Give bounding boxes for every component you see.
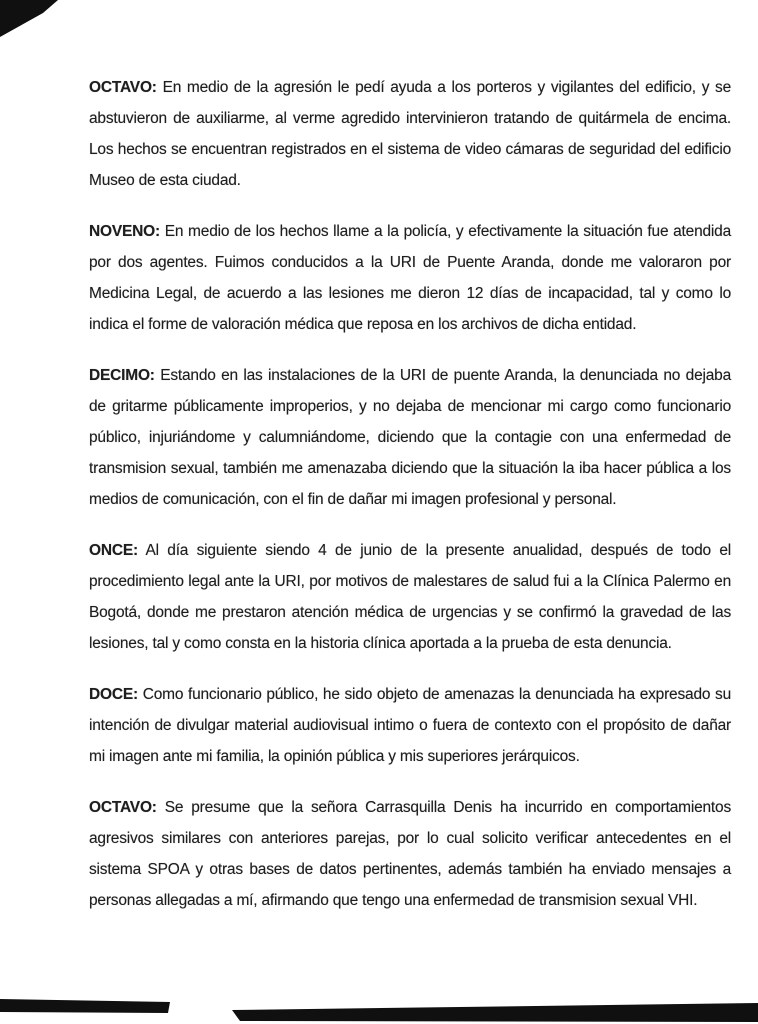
paragraph-text: Como funcionario público, he sido objeto de amenazas la denunciada ha expresado su intención de divulgar material audiovisual intimo o fuera de contexto con el propósito de dañar mi imagen ante mi familia, la opinión pública y mis superiores jerárquicos. <box>89 686 731 765</box>
paragraph-text: En medio de la agresión le pedí ayuda a los porteros y vigilantes del edificio, y se abstuvieron de auxiliarme, al verme agredido intervinieron tratando de quitármela de encima. Los hechos se encuentran registrados en el sistema de video cámaras de seguridad del edificio Museo de esta ciudad. <box>89 79 732 189</box>
paragraph-label: ONCE: <box>89 542 138 559</box>
scan-artifact-bottom-left <box>0 999 170 1013</box>
scan-artifact-bottom-right <box>232 1003 758 1022</box>
paragraph-text: Al día siguiente siendo 4 de junio de la presente anualidad, después de todo el procedimiento legal ante la URI, por motivos de malestares de salud fui a la Clínica Palermo en Bogotá, donde me prestaron atención médica de urgencias y se confirmó la gravedad de las lesiones, tal y como consta en la historia clínica aportada a la prueba de esta denuncia. <box>89 542 731 652</box>
paragraph-label: NOVENO: <box>89 223 160 240</box>
paragraph-doce <box>89 679 731 772</box>
paragraph-octavo-1 <box>89 72 731 196</box>
paragraph-decimo <box>89 360 731 515</box>
paragraph-label: OCTAVO: <box>89 79 157 96</box>
paragraph-label: DOCE: <box>89 686 138 703</box>
paragraph-noveno <box>89 216 731 340</box>
paragraph-text: En medio de los hechos llame a la policía, y efectivamente la situación fue atendida por dos agentes. Fuimos conducidos a la URI de Puente Aranda, donde me valoraron por Medicina Legal, de acuerdo a las lesiones me dieron 12 días de incapacidad, tal y como lo indica el forme de valoración médica que reposa en los archivos de dicha entidad. <box>89 223 732 333</box>
paragraph-octavo-2 <box>89 792 731 916</box>
paragraph-label: OCTAVO: <box>89 799 157 816</box>
paragraph-text: Estando en las instalaciones de la URI de puente Aranda, la denunciada no dejaba de gritarme públicamente improperios, y no dejaba de mencionar mi cargo como funcionario público, injuriándome y calumniándome, diciendo que la contagie con una enfermedad de transmision sexual, también me amenazaba diciendo que la situación la iba hacer pública a los medios de comunicación, con el fin de dañar mi imagen profesional y personal. <box>89 367 731 508</box>
document-body <box>89 72 731 916</box>
scan-artifact-top-left-corner <box>0 0 58 37</box>
paragraph-once <box>89 535 731 659</box>
paragraph-text: Se presume que la señora Carrasquilla Denis ha incurrido en comportamientos agresivos similares con anteriores parejas, por lo cual solicito verificar antecedentes en el sistema SPOA y otras bases de datos pertinentes, además también ha enviado mensajes a personas allegadas a mí, afirmando que tengo una enfermedad de transmision sexual VHI. <box>89 799 732 909</box>
paragraph-label: DECIMO: <box>89 367 155 384</box>
